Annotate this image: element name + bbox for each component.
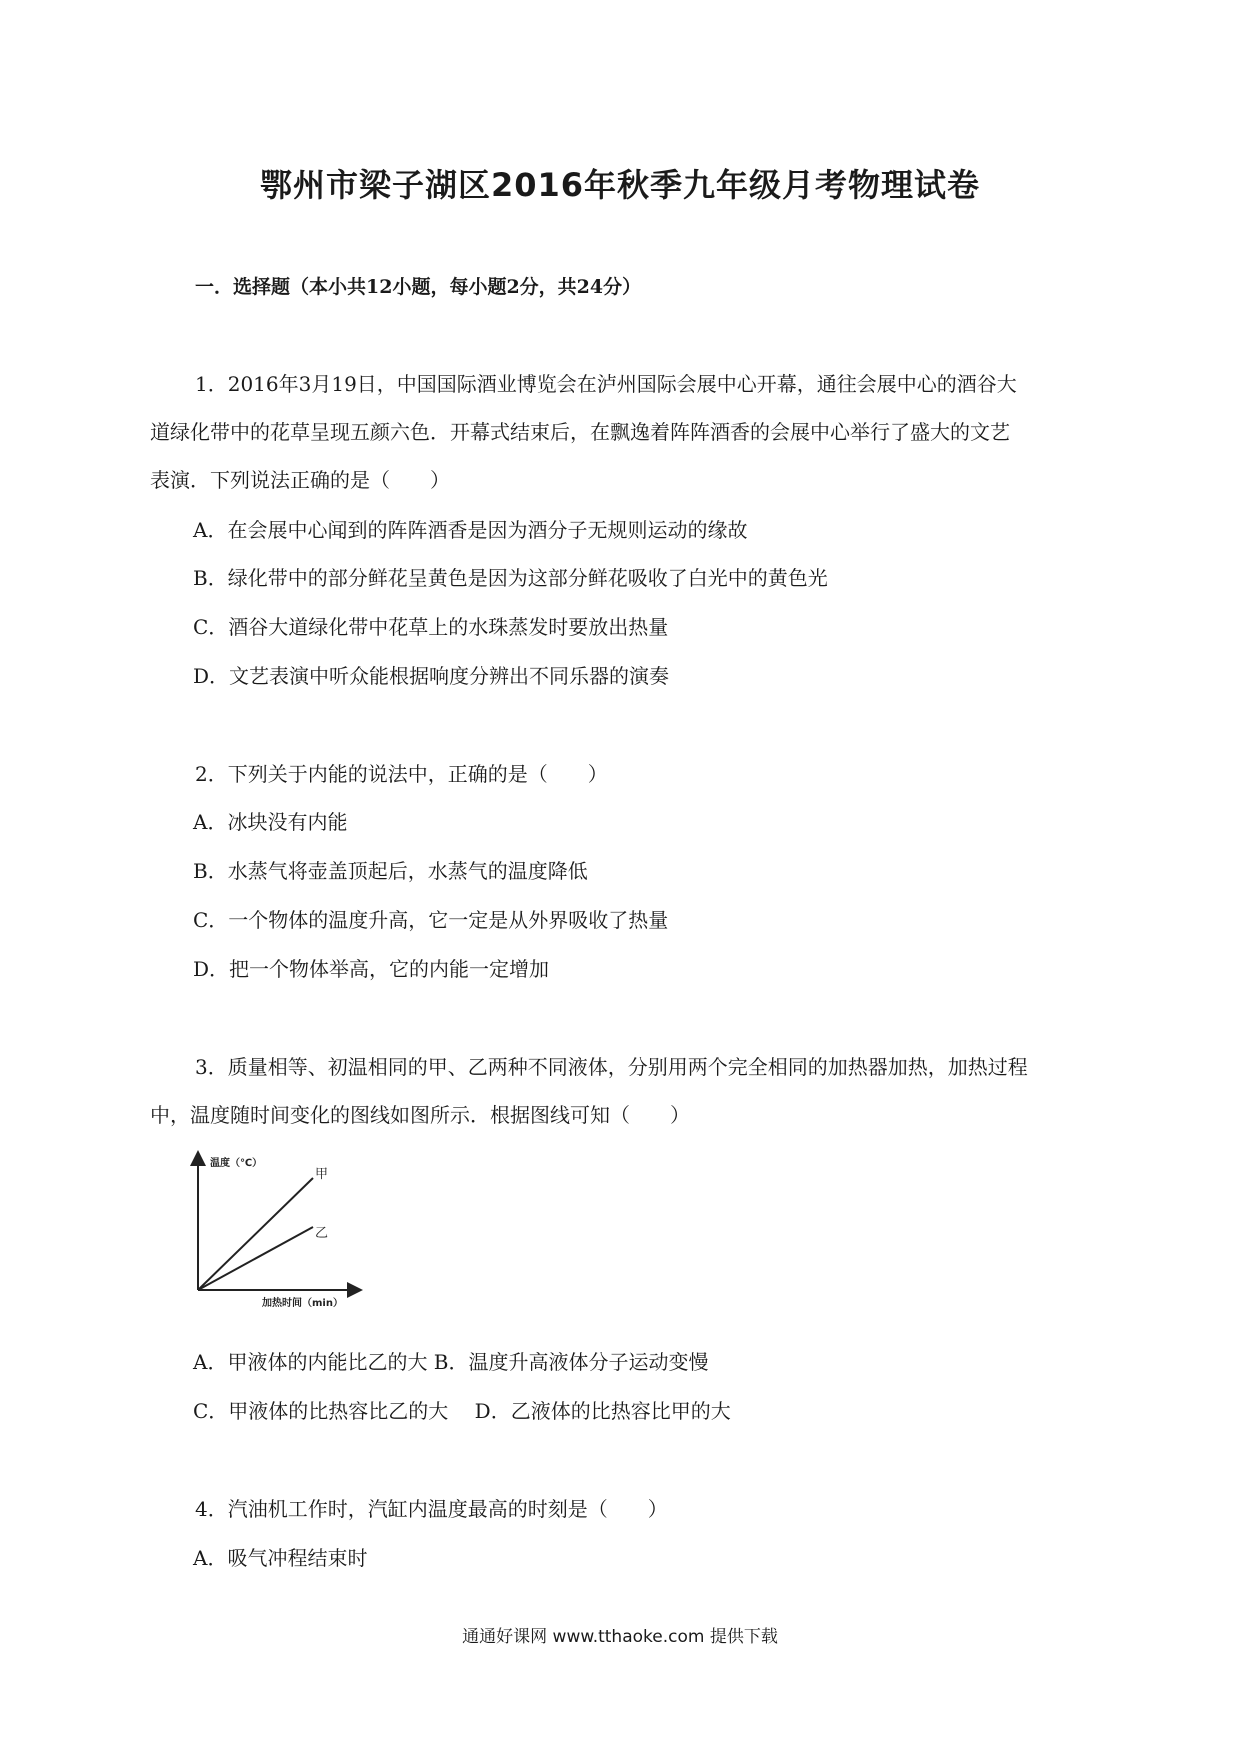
- q4-stem: 4．汽油机工作时，汽缸内温度最高的时刻是（ ）: [195, 1497, 668, 1521]
- series-label-2: 乙: [315, 1226, 329, 1241]
- q1-stem-line3: 表演．下列说法正确的是（ ）: [150, 468, 450, 492]
- q2-option-b: B．水蒸气将壶盖顶起后，水蒸气的温度降低: [193, 859, 588, 883]
- page-title: 鄂州市梁子湖区2016年秋季九年级月考物理试卷: [259, 166, 981, 204]
- section-heading: 一．选择题（本小共12小题，每小题2分，共24分）: [195, 276, 642, 298]
- q4-option-a: A．吸气冲程结束时: [193, 1546, 368, 1570]
- q2-option-a: A．冰块没有内能: [193, 810, 348, 834]
- q2-option-d: D．把一个物体举高，它的内能一定增加: [193, 957, 550, 981]
- q3-options-cd: C．甲液体的比热容比乙的大 D．乙液体的比热容比甲的大: [193, 1399, 731, 1423]
- x-axis-label: 加热时间（min）: [262, 1298, 343, 1308]
- q1-option-a: A．在会展中心闻到的阵阵酒香是因为酒分子无规则运动的缘故: [193, 518, 748, 542]
- q2-option-c: C．一个物体的温度升高，它一定是从外界吸收了热量: [193, 908, 669, 932]
- q3-options-ab: A．甲液体的内能比乙的大 B．温度升高液体分子运动变慢: [193, 1350, 709, 1374]
- q1-option-b: B．绿化带中的部分鲜花呈黄色是因为这部分鲜花吸收了白光中的黄色光: [193, 566, 828, 590]
- footer-credit: 通通好课网 www.tthaoke.com 提供下载: [462, 1627, 778, 1647]
- q3-stem-line1: 3．质量相等、初温相同的甲、乙两种不同液体，分别用两个完全相同的加热器加热，加热过程: [195, 1055, 1028, 1079]
- series-line-1: [198, 1178, 313, 1290]
- q2-stem: 2．下列关于内能的说法中，正确的是（ ）: [195, 762, 608, 786]
- q1-option-c: C．酒谷大道绿化带中花草上的水珠蒸发时要放出热量: [193, 615, 669, 639]
- q1-stem-line1: 1．2016年3月19日，中国国际酒业博览会在泸州国际会展中心开幕，通往会展中心的酒谷大: [195, 372, 1017, 396]
- q1-stem-line2: 道绿化带中的花草呈现五颜六色．开幕式结束后，在飘逸着阵阵酒香的会展中心举行了盛大的文艺: [150, 420, 1010, 444]
- temperature-time-chart: [190, 1148, 370, 1308]
- y-axis-label: 温度（℃）: [210, 1158, 263, 1169]
- series-line-2: [198, 1227, 313, 1290]
- q3-stem-line2: 中，温度随时间变化的图线如图所示．根据图线可知（ ）: [150, 1103, 690, 1127]
- series-label-1: 甲: [315, 1167, 329, 1182]
- q1-option-d: D．文艺表演中听众能根据响度分辨出不同乐器的演奏: [193, 664, 670, 688]
